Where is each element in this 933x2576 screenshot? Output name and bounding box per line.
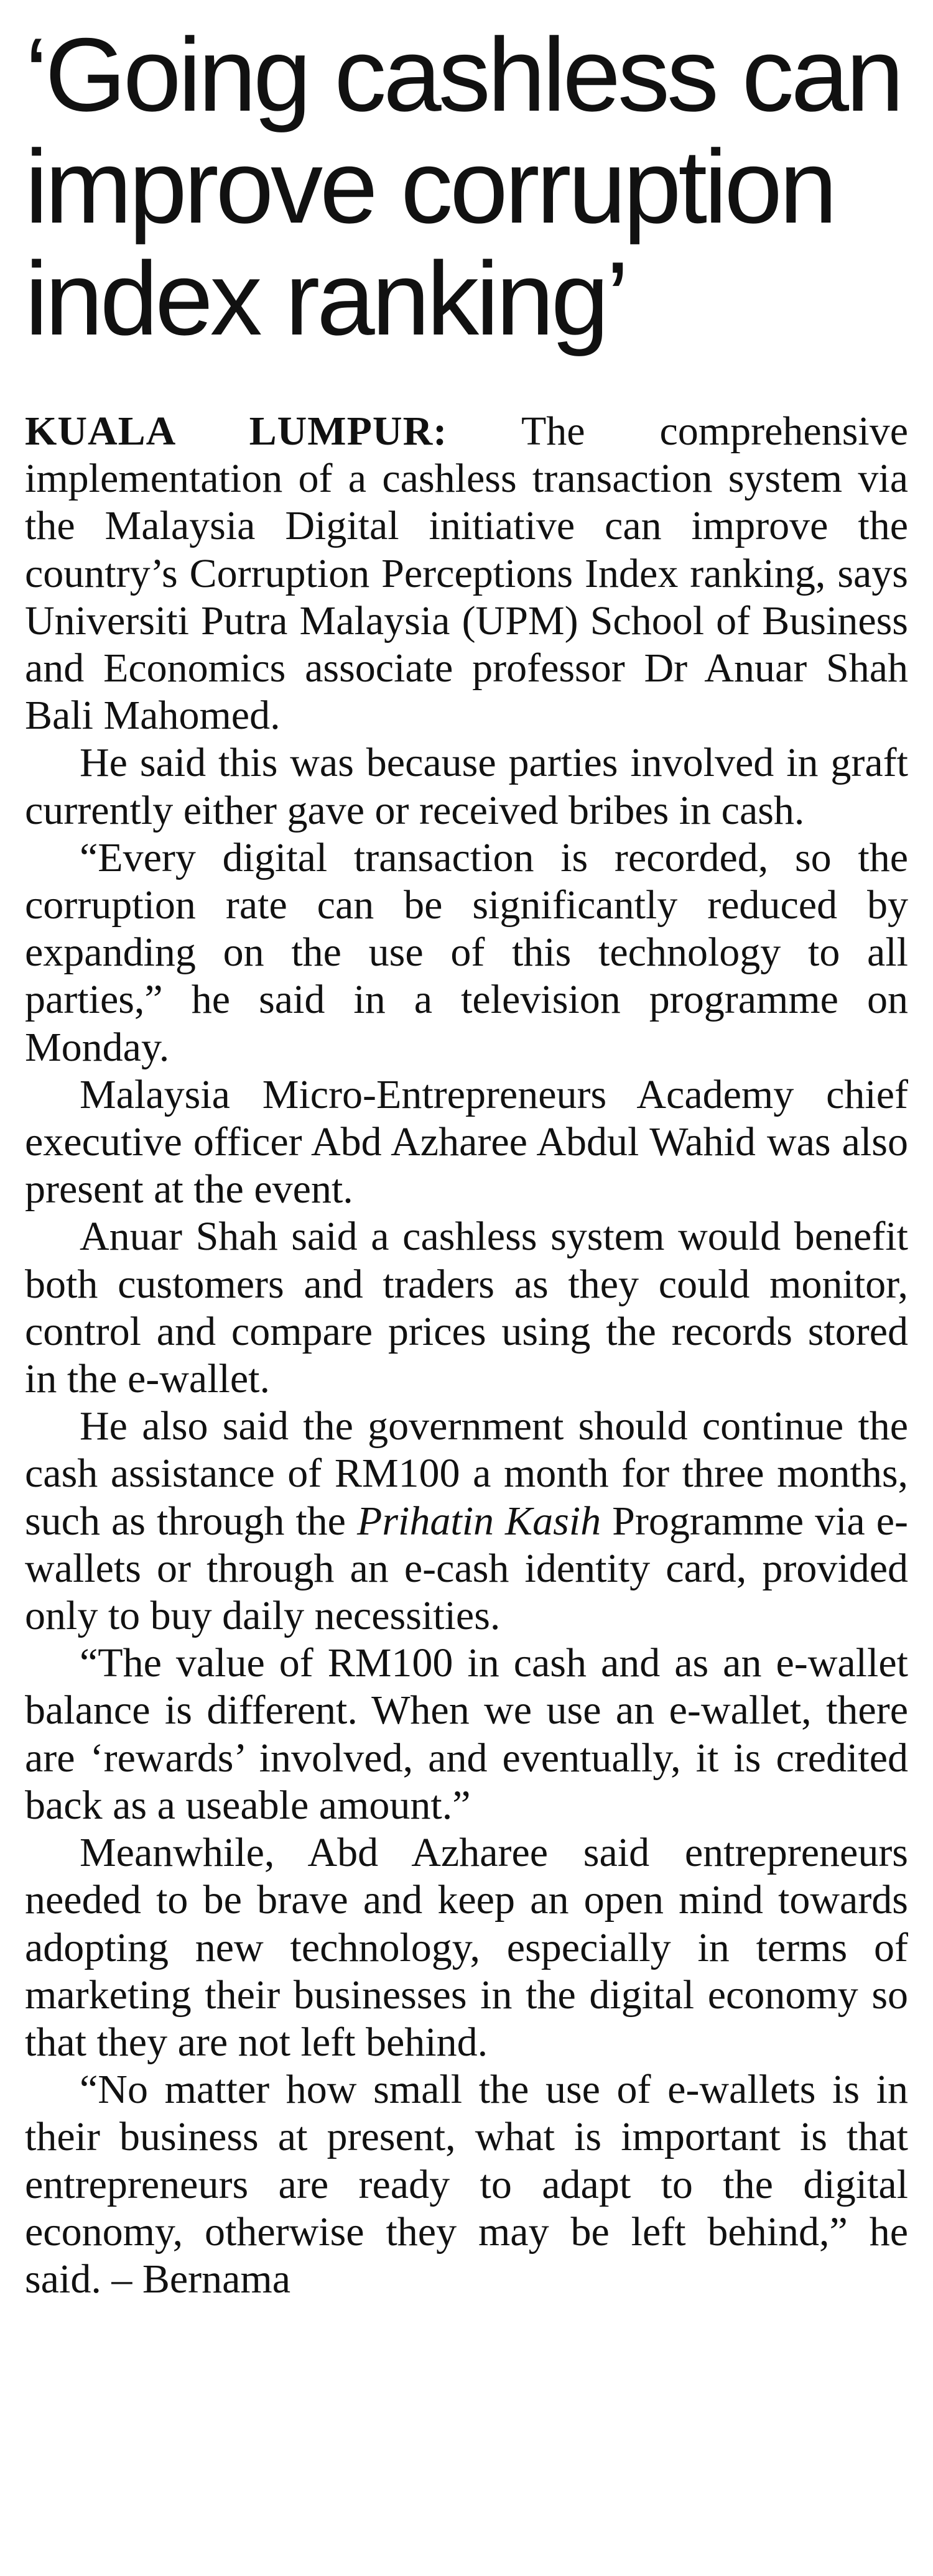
paragraph-text: Programme via e-wallets or through an e-cash identity card, provided only to buy daily necessities. — [25, 1498, 909, 1639]
headline-line: index ranking’ — [25, 240, 626, 357]
lead-paragraph — [25, 408, 908, 739]
headline-line: ‘Going cashless can — [25, 16, 901, 133]
paragraph: He said this was because parties involved in graft currently either gave or received bribes in cash. — [25, 740, 908, 833]
article — [25, 0, 909, 2302]
programme-name: Prihatin Kasih — [357, 1498, 601, 1544]
paragraph: Meanwhile, Abd Azharee said entrepreneurs needed to be brave and keep an open mind towards adopting new technology, especially in terms of marketing their businesses in the digital economy so that they are not left behind. — [25, 1830, 908, 2065]
paragraph: “The value of RM100 in cash and as an e-wallet balance is different. When we use an e-wallet, there are ‘rewards’ involved, and eventually, it is credited back as a useable amount.” — [25, 1640, 908, 1828]
paragraph — [25, 1403, 908, 1640]
paragraph: “No matter how small the use of e-wallets is in their business at present, what is important is that entrepreneurs are ready to adapt to the digital economy, otherwise they may be left behind,” he said. – Bernama — [25, 2067, 908, 2302]
paragraph: “Every digital transaction is recorded, so the corruption rate can be significantly reduced by expanding on the use of this technology to all parties,” he said in a television programme on Monday. — [25, 834, 908, 1070]
article-body — [25, 408, 908, 2303]
headline — [25, 16, 908, 357]
paragraph: Anuar Shah said a cashless system would benefit both customers and traders as they could monitor, control and compare prices using the records stored in the e-wallet. — [25, 1214, 908, 1402]
headline-line: improve corruption — [25, 128, 835, 245]
paragraph: Malaysia Micro-Entrepreneurs Academy chief executive officer Abd Azharee Abdul Wahid was also present at the event. — [25, 1071, 908, 1212]
paragraph-text: The comprehensive implementation of a cashless transaction system via the Malaysia Digital initiative can improve the country’s Corruption Perceptions Index ranking, says Universiti Putra Malaysia (UPM) School of Business and Economics associate professor Dr Anuar Shah Bali Mahomed. — [25, 409, 909, 739]
paragraph-text: He also said the government should continue the cash assistance of RM100 a month for three months, such as through the — [25, 1403, 908, 1544]
dateline: KUALA LUMPUR: — [25, 409, 448, 454]
